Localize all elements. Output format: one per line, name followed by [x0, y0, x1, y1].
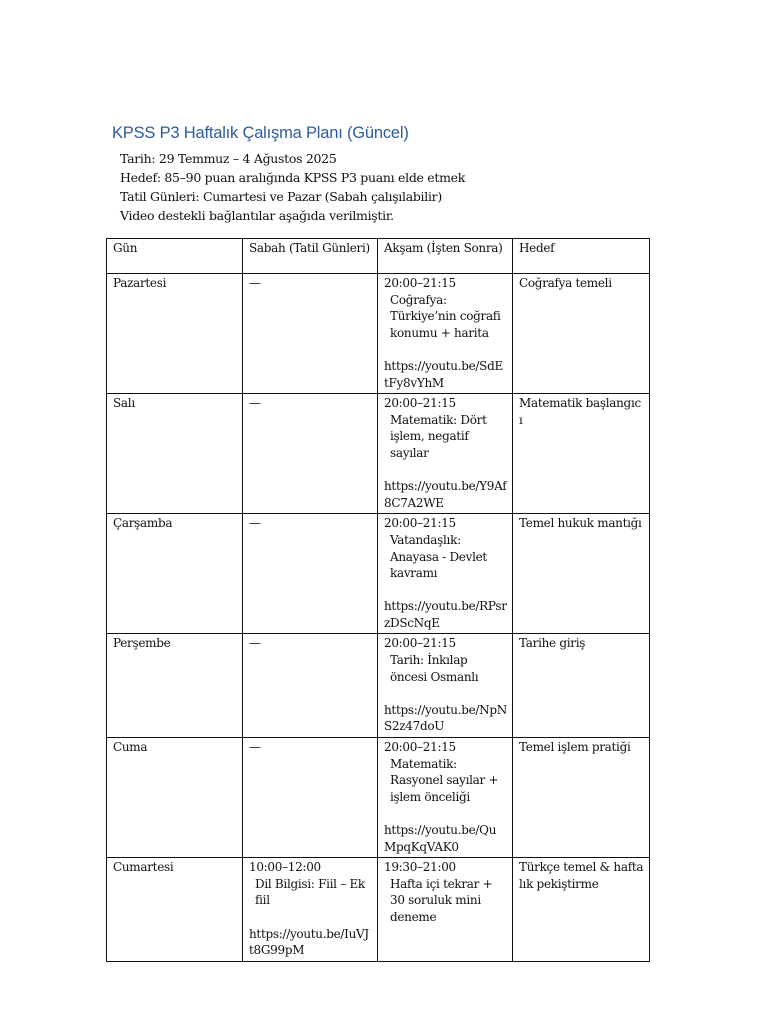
evening-cell — [378, 738, 513, 858]
weekly-plan-table — [106, 238, 650, 962]
video-link[interactable]: https://youtu.be/SdEtFy8vYhM — [384, 358, 503, 390]
evening-time: 20:00–21:15 — [384, 396, 456, 411]
table-row — [107, 634, 650, 738]
evening-time: 20:00–21:15 — [384, 636, 456, 651]
morning-cell: — — [243, 514, 378, 634]
evening-cell — [378, 858, 513, 962]
morning-activity: Dil Bilgisi: Fiil – Ek fiil — [255, 876, 365, 908]
video-link[interactable]: https://youtu.be/IuVJt8G99pM — [249, 926, 369, 958]
header-goal: Hedef — [513, 239, 650, 274]
evening-activity: Matematik: Rasyonel sayılar + işlem önceliği — [390, 756, 499, 804]
day-cell: Perşembe — [107, 634, 243, 738]
evening-activity: Coğrafya: Türkiye’nin coğrafi konumu + harita — [390, 292, 501, 340]
evening-time: 20:00–21:15 — [384, 740, 456, 755]
goal-cell: Temel hukuk mantığı — [513, 514, 650, 634]
evening-activity: Vatandaşlık: Anayasa - Devlet kavramı — [390, 532, 487, 581]
table-row — [107, 738, 650, 858]
table-row — [107, 858, 650, 962]
day-cell: Cuma — [107, 738, 243, 858]
evening-activity: Matematik: Dört işlem, negatif sayılar — [390, 412, 487, 460]
evening-cell — [378, 394, 513, 514]
morning-cell: — — [243, 394, 378, 514]
goal-cell: Tarihe giriş — [513, 634, 650, 738]
table-row — [107, 394, 650, 514]
table-row — [107, 274, 650, 394]
goal-cell: Coğrafya temeli — [513, 274, 650, 394]
info-holidays: Tatil Günleri: Cumartesi ve Pazar (Sabah çalışılabilir) — [120, 189, 442, 204]
day-cell: Çarşamba — [107, 514, 243, 634]
header-morning: Sabah (Tatil Günleri) — [243, 239, 378, 274]
video-link[interactable]: https://youtu.be/NpNS2z47doU — [384, 702, 507, 734]
info-goal: Hedef: 85–90 puan aralığında KPSS P3 puanı elde etmek — [120, 170, 466, 185]
evening-time: 19:30–21:00 — [384, 860, 456, 875]
evening-cell — [378, 274, 513, 394]
evening-cell — [378, 634, 513, 738]
document-title: KPSS P3 Haftalık Çalışma Planı (Güncel) — [112, 124, 409, 142]
day-cell: Pazartesi — [107, 274, 243, 394]
info-video-note: Video destekli bağlantılar aşağıda verilmiştir. — [120, 208, 394, 223]
morning-cell: — — [243, 634, 378, 738]
evening-time: 20:00–21:15 — [384, 516, 456, 531]
table-header-row — [107, 239, 650, 274]
header-evening: Akşam (İşten Sonra) — [378, 239, 513, 274]
evening-time: 20:00–21:15 — [384, 276, 456, 290]
morning-time: 10:00–12:00 — [249, 860, 321, 875]
video-link[interactable]: https://youtu.be/Y9Af8C7A2WE — [384, 479, 507, 510]
video-link[interactable]: https://youtu.be/QuMpqKqVAK0 — [384, 823, 497, 854]
goal-cell: Temel işlem pratiği — [513, 738, 650, 858]
video-link[interactable]: https://youtu.be/RPsrzDScNqE — [384, 599, 507, 630]
morning-cell — [243, 858, 378, 962]
info-block — [120, 149, 465, 225]
evening-activity: Tarih: İnkılap öncesi Osmanlı — [390, 653, 479, 684]
goal-cell: Türkçe temel & haftalık pekiştirme — [513, 858, 650, 962]
goal-cell: Matematik başlangıcı — [513, 394, 650, 514]
header-day: Gün — [107, 239, 243, 274]
day-cell: Cumartesi — [107, 858, 243, 962]
evening-activity: Hafta içi tekrar + 30 soruluk mini deneme — [390, 876, 493, 924]
info-date: Tarih: 29 Temmuz – 4 Ağustos 2025 — [120, 151, 337, 166]
morning-cell: — — [243, 274, 378, 394]
morning-cell: — — [243, 738, 378, 858]
table-row — [107, 514, 650, 634]
day-cell: Salı — [107, 394, 243, 514]
evening-cell — [378, 514, 513, 634]
